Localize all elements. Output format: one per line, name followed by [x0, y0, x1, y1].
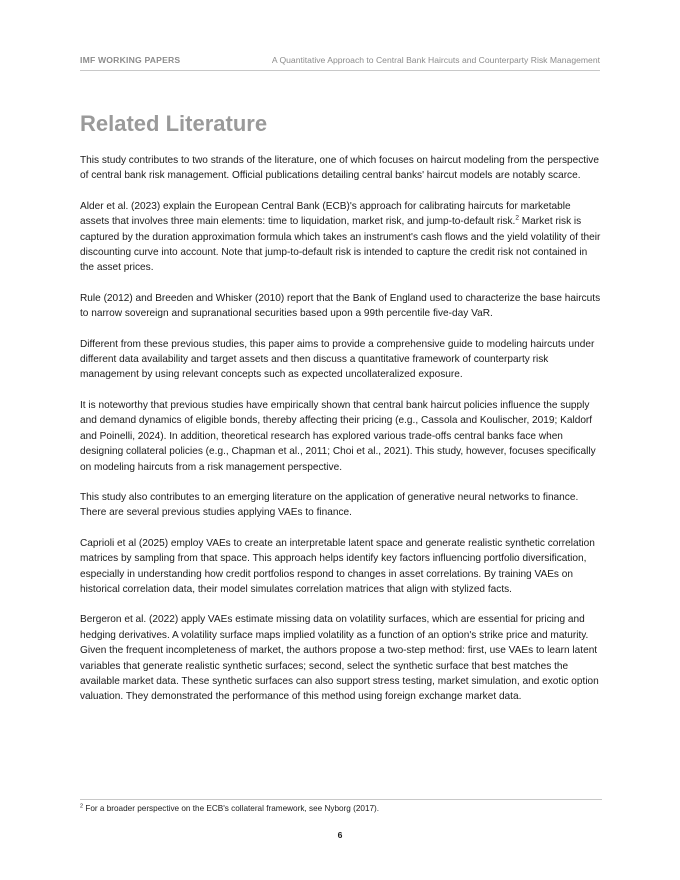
paragraph: This study also contributes to an emerging literature on the application of generative neural networks to finance. There are several previous studies applying VAEs to finance.	[80, 491, 579, 519]
footnote-text: For a broader perspective on the ECB's collateral framework, see Nyborg (2017).	[83, 804, 380, 813]
paragraph: It is noteworthy that previous studies have empirically shown that central bank haircut policies influence the supply and demand dynamics of eligible bonds, thereby affecting their pricing (e.g., Cassola and Koulischer, 2019; Kaldorf and Poinelli, 2024). In addition, theoretical research has explored various trade-offs central banks face when designing collateral policies (e.g., Chapman et al., 2011; Choi et al., 2021). This study, however, focuses specifically on modeling haircuts from a risk management perspective.	[80, 399, 596, 473]
body-text	[80, 153, 602, 720]
footnote-divider	[80, 799, 602, 800]
footnote-number: 2	[80, 803, 84, 810]
paragraph-text: Market risk is captured by the duration approximation formula which takes an instrument's cash flows and the yield volatility of their discounting curve into account. Note that jump-to-default risk is intended to capture the credit risk not contained in the asset prices.	[80, 216, 601, 274]
journal-name: IMF WORKING PAPERS	[80, 55, 181, 65]
paragraph: Caprioli et al (2025) employ VAEs to create an interpretable latent space and generate realistic synthetic correlation matrices by sampling from that space. This approach helps identify key factors influencing portfolio diversification, especially in understanding how credit portfolios respond to changes in asset correlations. By training VAEs on historical correlation data, their model simulates correlation matrices that align with stylized facts.	[80, 537, 595, 595]
page-header	[80, 55, 600, 65]
header-divider	[80, 70, 600, 71]
paragraph-text: Alder et al. (2023) explain the European Central Bank (ECB)'s approach for calibrating haircuts for marketable assets that involves three main elements: time to liquidation, market risk, and jump-to-default risk.	[80, 200, 571, 228]
footnote	[80, 803, 602, 814]
paragraph	[80, 199, 602, 276]
paragraph: Bergeron et al. (2022) apply VAEs estimate missing data on volatility surfaces, which are essential for pricing and hedging derivatives. A volatility surface maps implied volatility as a function of an option's strike price and maturity. Given the frequent incompleteness of market, the authors propose a two-step method: first, use VAEs to learn latent variables that generate realistic synthetic surfaces; second, select the synthetic surface that best matches the available market data. These synthetic surfaces can also support stress testing, market simulation, and exotic option valuation. They demonstrated the performance of this method using foreign exchange market data.	[80, 614, 599, 703]
paragraph: Different from these previous studies, this paper aims to provide a comprehensive guide to modeling haircuts under different data availability and target assets and then discuss a quantitative framework of counterparty risk management by using relevant concepts such as expected uncollateralized exposure.	[80, 338, 595, 381]
section-title: Related Literature	[80, 111, 268, 136]
page-number: 6	[337, 830, 343, 840]
paragraph: This study contributes to two strands of the literature, one of which focuses on haircut modeling from the perspective of central bank risk management. Official publications detailing central banks' haircut models are notably scarce.	[80, 155, 599, 182]
footnote-reference: 2	[515, 214, 519, 222]
paragraph: Rule (2012) and Breeden and Whisker (2010) report that the Bank of England used to characterize the base haircuts to narrow sovereign and supranational securities based upon a 99th percentile five-day VaR.	[80, 292, 601, 320]
running-paper-title: A Quantitative Approach to Central Bank Haircuts and Counterparty Risk Management	[271, 55, 600, 65]
